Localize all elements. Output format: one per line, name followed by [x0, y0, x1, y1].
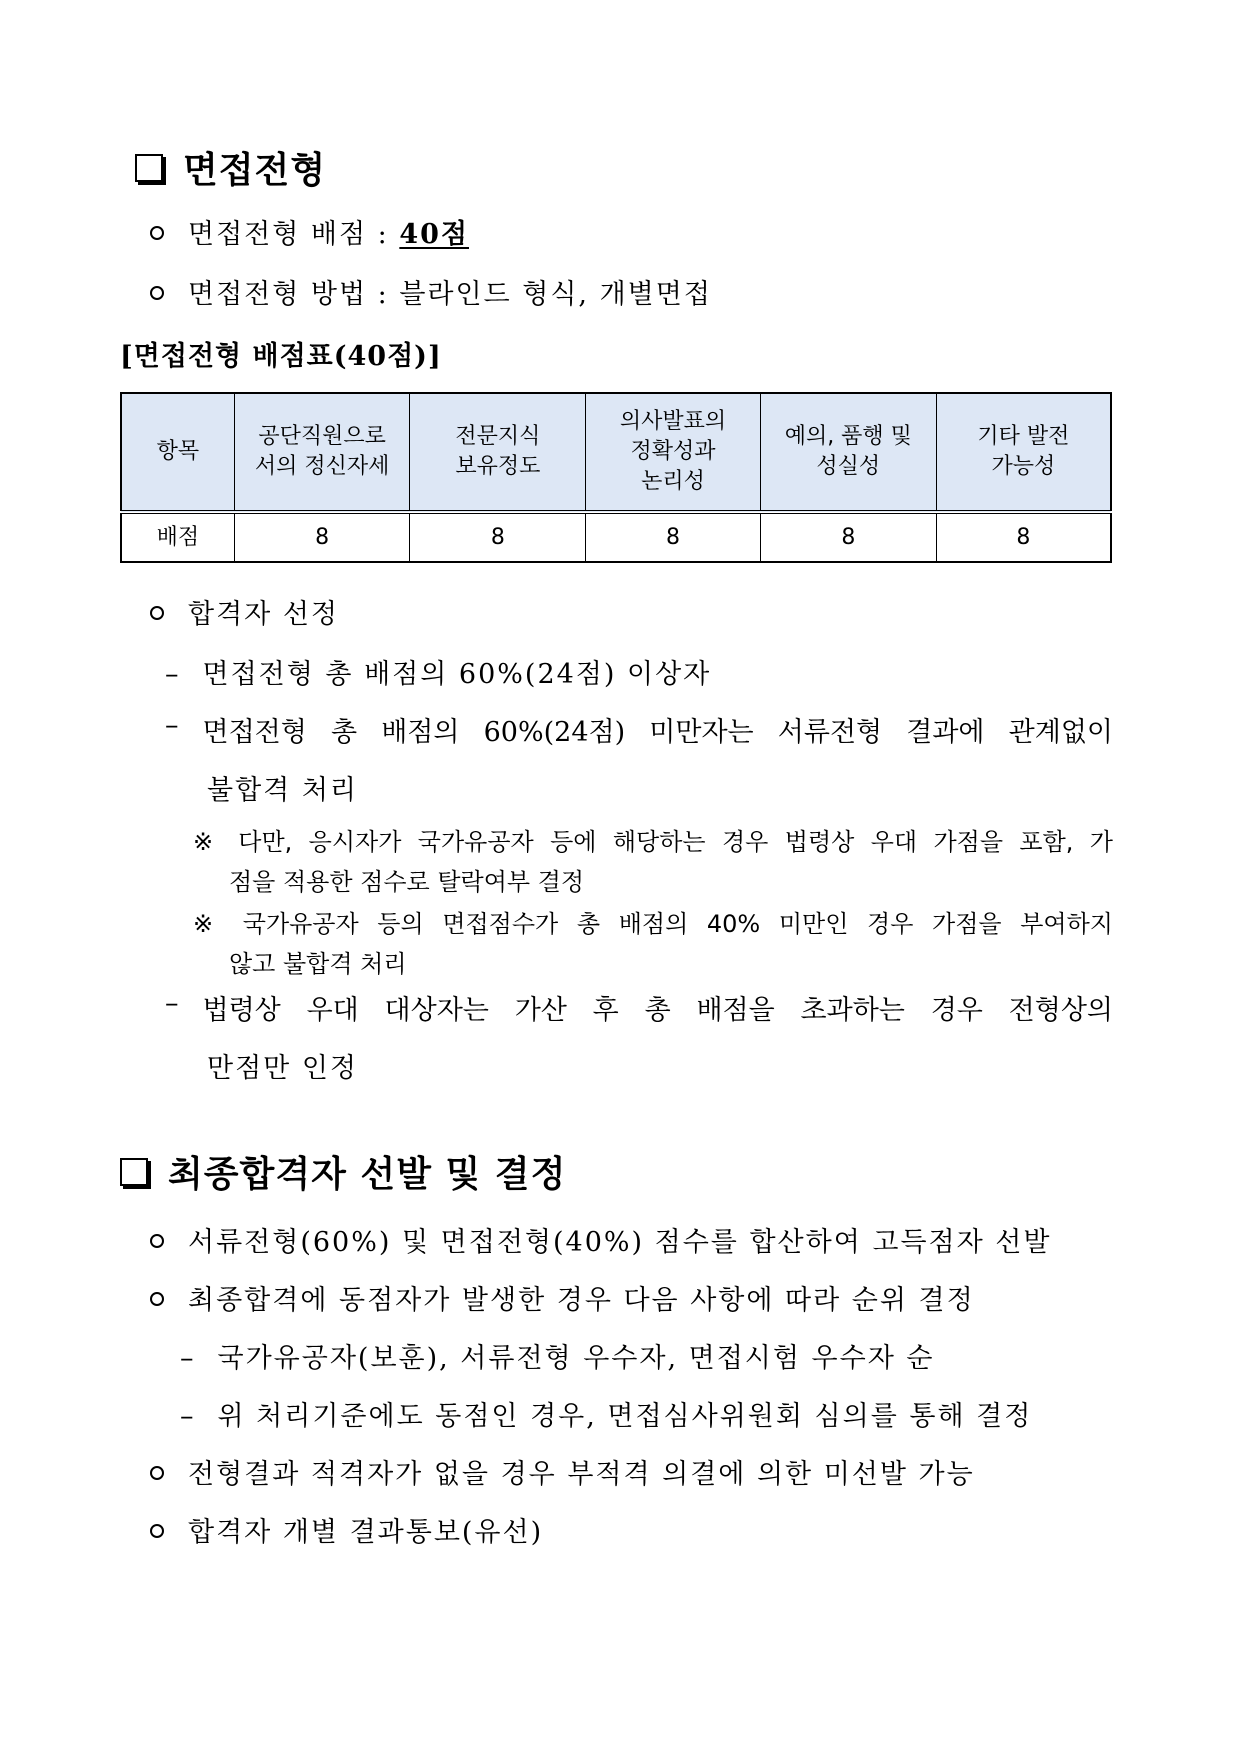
bullet-circle-icon	[150, 1292, 164, 1306]
dash-item: – 법령상 우대 대상자는 가산 후 총 배점을 초과하는 경우 전형상의	[165, 988, 1113, 1026]
checkbox-square-icon	[120, 1158, 148, 1186]
table-cell: 8	[234, 512, 410, 562]
table-header-row	[121, 393, 1111, 512]
dash-icon: –	[165, 988, 181, 1019]
note-line: ※ 국가유공자 등의 면접점수가 총 배점의 40% 미만인 경우 가점을 부여하지	[193, 910, 1113, 938]
table-cell: 8	[586, 512, 761, 562]
bullet-circle-icon	[150, 286, 164, 300]
table-cell: 8	[936, 512, 1111, 562]
table-cell: 배점	[121, 512, 234, 562]
note-line-continued: 점을 적용한 점수로 탈락여부 결정	[229, 868, 585, 896]
bullet-circle-icon	[150, 606, 164, 620]
section-heading-final	[120, 1146, 566, 1197]
list-item: 서류전형(60%) 및 면접전형(40%) 점수를 합산하여 고득점자 선발	[150, 1220, 1051, 1259]
list-item: 최종합격에 동점자가 발생한 경우 다음 사항에 따라 순위 결정	[150, 1278, 975, 1317]
note-line: ※ 다만, 응시자가 국가유공자 등에 해당하는 경우 법령상 우대 가점을 포함, 가	[193, 828, 1113, 856]
table-row	[121, 512, 1111, 562]
list-item: 합격자 개별 결과통보(유선)	[150, 1510, 543, 1549]
dash-item: – 국가유공자(보훈), 서류전형 우수자, 면접시험 우수자 순	[180, 1343, 935, 1374]
table-header-cell: 예의, 품행 및 성실성	[760, 393, 936, 512]
dash-item: – 위 처리기준에도 동점인 경우, 면접심사위원회 심의를 통해 결정	[180, 1401, 1033, 1432]
table-cell: 8	[760, 512, 936, 562]
bullet-circle-icon	[150, 1234, 164, 1248]
table-header-cell: 의사발표의 정확성과 논리성	[586, 393, 761, 512]
table-header-cell: 전문지식 보유정도	[410, 393, 586, 512]
section-title: 면접전형	[183, 150, 327, 191]
dash-item-continued: 만점만 인정	[207, 1053, 358, 1084]
dash-icon: –	[165, 659, 181, 690]
bullet-circle-icon	[150, 1524, 164, 1538]
dash-item: – 면접전형 총 배점의 60%(24점) 이상자	[165, 659, 712, 690]
bullet-circle-icon	[150, 226, 164, 240]
section-title: 최종합격자 선발 및 결정	[168, 1154, 567, 1195]
table-header-cell: 공단직원으로 서의 정신자세	[234, 393, 410, 512]
list-item-method: 면접전형 방법 : 블라인드 형식, 개별면접	[150, 272, 712, 311]
list-item-score: 면접전형 배점 : 40점	[150, 212, 469, 251]
table-header-cell: 기타 발전 가능성	[936, 393, 1111, 512]
score-value: 40점	[399, 219, 469, 250]
bullet-circle-icon	[150, 1466, 164, 1480]
table-caption: [면접전형 배점표(40점)]	[120, 341, 442, 372]
table-header-cell: 항목	[121, 393, 234, 512]
table-cell: 8	[410, 512, 586, 562]
dash-item-continued: 불합격 처리	[207, 775, 358, 806]
dash-item: – 면접전형 총 배점의 60%(24점) 미만자는 서류전형 결과에 관계없이	[165, 710, 1113, 748]
list-item-pass: 합격자 선정	[150, 592, 339, 631]
list-item: 전형결과 적격자가 없을 경우 부적격 의결에 의한 미선발 가능	[150, 1452, 975, 1491]
note-line-continued: 않고 불합격 처리	[229, 950, 407, 978]
section-heading-interview	[135, 142, 326, 193]
dash-icon: –	[180, 1401, 196, 1432]
score-table	[120, 392, 1112, 563]
dash-icon: –	[165, 710, 181, 741]
dash-icon: –	[180, 1343, 196, 1374]
checkbox-square-icon	[135, 154, 163, 182]
